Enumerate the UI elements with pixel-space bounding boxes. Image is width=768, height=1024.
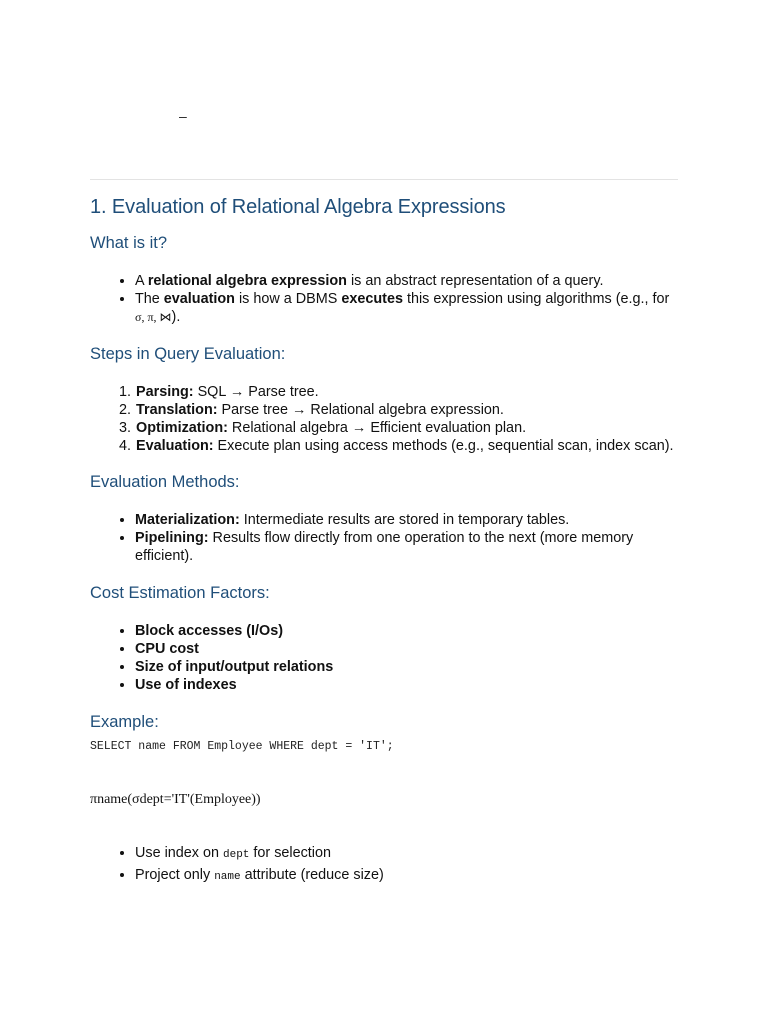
- list-item: 1. Parsing: SQL → Parse tree.: [135, 383, 678, 401]
- relational-algebra-expression: πname(σdept='IT'(Employee)): [90, 792, 261, 807]
- list-item: 4. Evaluation: Execute plan using access methods (e.g., sequential scan, index scan).: [135, 437, 678, 455]
- top-dash-mark: –: [179, 108, 187, 124]
- list-item: 3. Optimization: Relational algebra → Efficient evaluation plan.: [135, 419, 678, 437]
- what-list: [90, 272, 678, 326]
- document-content: [90, 194, 678, 887]
- example-heading: Example:: [90, 713, 159, 731]
- operator-symbols: σ, π, ⋈: [135, 310, 172, 324]
- list-item: • CPU cost: [135, 640, 678, 658]
- cost-list: [90, 622, 678, 694]
- cost-heading: Cost Estimation Factors:: [90, 584, 270, 602]
- list-item: • Use index on dept for selection: [135, 843, 678, 865]
- horizontal-divider: [90, 179, 678, 180]
- list-item: • A relational algebra expression is an abstract representation of a query.: [135, 272, 678, 290]
- list-item: • Size of input/output relations: [135, 658, 678, 676]
- list-item: • The evaluation is how a DBMS executes this expression using algorithms (e.g., for σ, π, ⋈).: [135, 290, 678, 326]
- list-item: • Pipelining: Results flow directly from one operation to the next (more memory efficient).: [135, 529, 678, 565]
- list-item: • Project only name attribute (reduce size): [135, 865, 678, 887]
- inline-code: dept: [223, 849, 250, 861]
- what-heading: What is it?: [90, 234, 168, 252]
- steps-heading: Steps in Query Evaluation:: [90, 345, 286, 363]
- list-item: • Materialization: Intermediate results are stored in temporary tables.: [135, 511, 678, 529]
- list-item: • Block accesses (I/Os): [135, 622, 678, 640]
- methods-list: [90, 511, 678, 565]
- sql-code-block: SELECT name FROM Employee WHERE dept = 'IT';: [90, 740, 394, 753]
- list-item: 2. Translation: Parse tree → Relational algebra expression.: [135, 401, 678, 419]
- section-title: 1. Evaluation of Relational Algebra Expressions: [90, 196, 506, 218]
- methods-heading: Evaluation Methods:: [90, 473, 240, 491]
- list-item: • Use of indexes: [135, 676, 678, 694]
- example-list: [90, 843, 678, 887]
- inline-code: name: [214, 871, 241, 883]
- steps-list: [90, 383, 678, 455]
